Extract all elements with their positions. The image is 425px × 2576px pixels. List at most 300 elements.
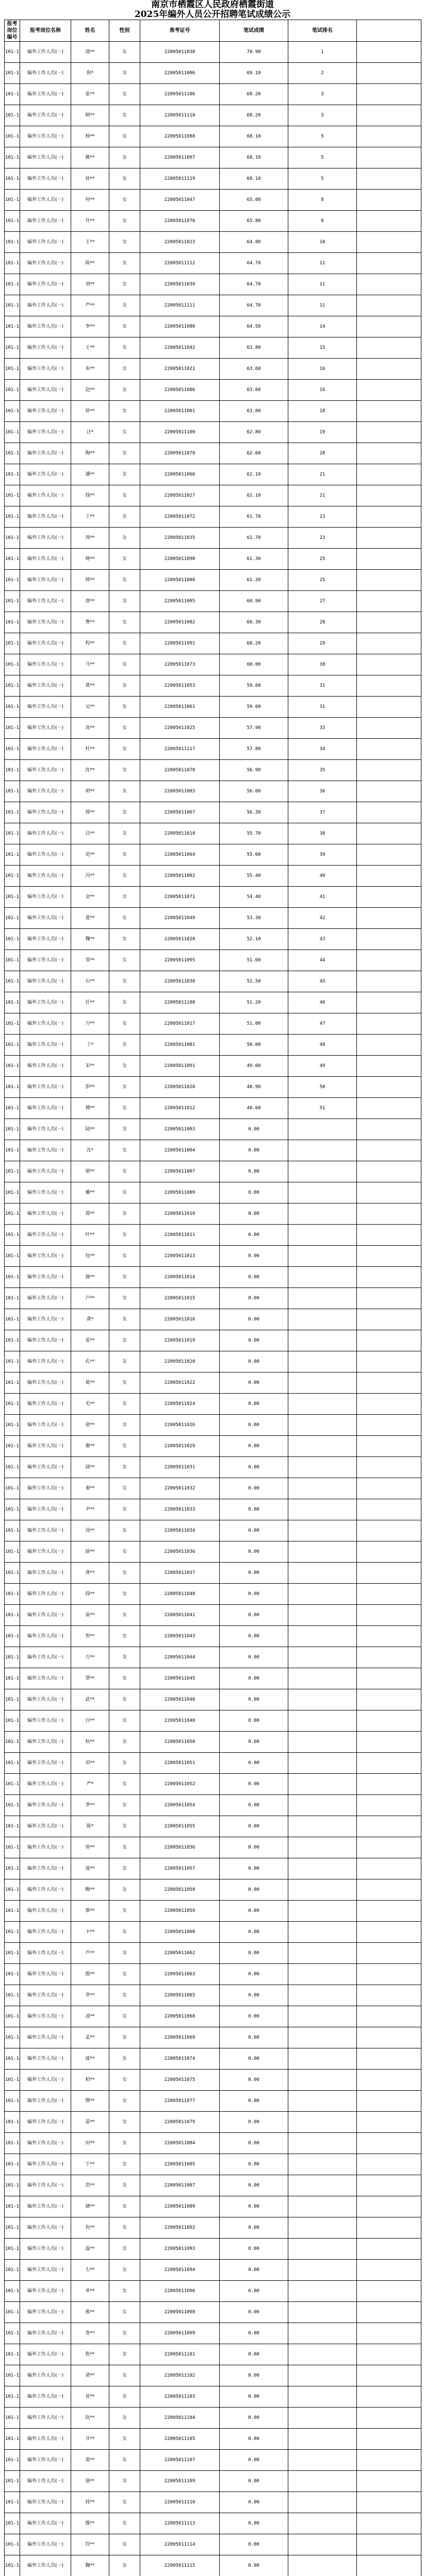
- row-sex: 女: [109, 1140, 140, 1161]
- row-ticket: 22005011006: [140, 63, 220, 84]
- row-name: 任**: [71, 992, 109, 1013]
- row-score: 0.00: [220, 1520, 288, 1541]
- table-row: [5, 2555, 421, 2576]
- row-post-code: 101-1: [5, 2471, 20, 2492]
- row-empty-cell: [357, 464, 421, 485]
- row-name: 姚**: [71, 147, 109, 168]
- row-post-name: 编外工作人员(一): [20, 2196, 71, 2217]
- table-row: [5, 1858, 421, 1879]
- row-empty-cell: [357, 126, 421, 147]
- row-score: 56.60: [220, 781, 288, 802]
- row-rank: [288, 1626, 357, 1647]
- row-score: 55.70: [220, 823, 288, 844]
- row-ticket: 22005011057: [140, 1858, 220, 1879]
- row-post-name: 编外工作人员(一): [20, 2386, 71, 2408]
- row-post-name: 编外工作人员(一): [20, 190, 71, 211]
- row-score: 0.00: [220, 1415, 288, 1436]
- row-name: 钱**: [71, 485, 109, 506]
- row-post-code: 101-1: [5, 654, 20, 675]
- table-row: [5, 2091, 421, 2112]
- row-post-code: 101-1: [5, 1288, 20, 1309]
- title-line-2: 2025年编外人员公开招聘笔试成绩公示: [134, 9, 291, 20]
- row-post-name: 编外工作人员(一): [20, 697, 71, 718]
- row-rank: [288, 1499, 357, 1520]
- row-post-name: 编外工作人员(一): [20, 401, 71, 422]
- row-score: 0.00: [220, 1605, 288, 1626]
- row-name: 滕**: [71, 2513, 109, 2534]
- row-name: 戴**: [71, 1182, 109, 1204]
- row-ticket: 22005011040: [140, 1584, 220, 1605]
- row-name: 叶**: [71, 1225, 109, 1246]
- row-rank: [288, 2555, 357, 2576]
- row-name: 杨**: [71, 126, 109, 147]
- row-sex: 女: [109, 422, 140, 443]
- row-score: 52.10: [220, 929, 288, 950]
- row-ticket: 22005011041: [140, 1605, 220, 1626]
- row-empty-cell: [357, 612, 421, 633]
- row-post-name: 编外工作人员(一): [20, 84, 71, 105]
- row-sex: 女: [109, 823, 140, 844]
- row-score: 70.90: [220, 42, 288, 63]
- row-empty-cell: [357, 1922, 421, 1943]
- row-post-name: 编外工作人员(一): [20, 1204, 71, 1225]
- table-row: [5, 1563, 421, 1584]
- row-ticket: 22005011024: [140, 1394, 220, 1415]
- row-rank: [288, 1394, 357, 1415]
- row-rank: [288, 1267, 357, 1288]
- row-rank: [288, 2492, 357, 2513]
- row-score: 61.30: [220, 570, 288, 591]
- row-ticket: 22005011036: [140, 1541, 220, 1563]
- row-post-code: 101-1: [5, 1351, 20, 1372]
- row-post-name: 编外工作人员(一): [20, 718, 71, 739]
- row-post-code: 101-1: [5, 506, 20, 528]
- row-score: 62.10: [220, 464, 288, 485]
- row-empty-cell: [357, 781, 421, 802]
- row-post-name: 编外工作人员(一): [20, 2048, 71, 2070]
- row-post-name: 编外工作人员(一): [20, 2471, 71, 2492]
- row-empty-cell: [357, 2006, 421, 2027]
- row-sex: 女: [109, 2344, 140, 2365]
- row-rank: 20: [288, 443, 357, 464]
- row-ticket: 22005011014: [140, 1267, 220, 1288]
- row-post-code: 101-1: [5, 675, 20, 697]
- row-post-name: 编外工作人员(一): [20, 1816, 71, 1837]
- table-row: [5, 2154, 421, 2175]
- row-sex: 女: [109, 1605, 140, 1626]
- row-empty-cell: [357, 570, 421, 591]
- row-rank: [288, 1119, 357, 1140]
- row-post-code: 101-1: [5, 1753, 20, 1774]
- row-empty-cell: [357, 422, 421, 443]
- row-post-name: 编外工作人员(一): [20, 908, 71, 929]
- row-rank: [288, 2429, 357, 2450]
- row-score: 59.60: [220, 675, 288, 697]
- row-post-code: 101-1: [5, 1584, 20, 1605]
- row-post-name: 编外工作人员(一): [20, 760, 71, 781]
- row-ticket: 22005011028: [140, 929, 220, 950]
- row-ticket: 22005011004: [140, 1140, 220, 1161]
- row-post-name: 编外工作人员(一): [20, 1119, 71, 1140]
- row-empty-cell: [357, 84, 421, 105]
- row-name: 冯**: [71, 866, 109, 887]
- table-row: [5, 950, 421, 971]
- row-empty-cell: [357, 1605, 421, 1626]
- row-empty-cell: [357, 1879, 421, 1901]
- row-post-code: 101-1: [5, 823, 20, 844]
- table-row: [5, 1035, 421, 1056]
- row-rank: [288, 1225, 357, 1246]
- row-rank: 49: [288, 1056, 357, 1077]
- row-post-code: 101-1: [5, 2112, 20, 2133]
- row-post-code: 101-1: [5, 1964, 20, 1985]
- row-sex: 女: [109, 1647, 140, 1668]
- row-sex: 女: [109, 2429, 140, 2450]
- row-empty-cell: [357, 1246, 421, 1267]
- table-row: [5, 1795, 421, 1816]
- table-row: [5, 485, 421, 506]
- row-score: 0.00: [220, 2070, 288, 2091]
- row-sex: 女: [109, 2471, 140, 2492]
- row-post-name: 编外工作人员(一): [20, 802, 71, 823]
- row-ticket: 22005011098: [140, 2302, 220, 2323]
- row-empty-cell: [357, 633, 421, 654]
- row-rank: 23: [288, 506, 357, 528]
- row-ticket: 22005011008: [140, 570, 220, 591]
- row-name: 田**: [71, 2133, 109, 2154]
- row-name: 焦**: [71, 2344, 109, 2365]
- row-empty-cell: [357, 506, 421, 528]
- row-rank: [288, 1584, 357, 1605]
- row-rank: 27: [288, 591, 357, 612]
- row-name: 魏**: [71, 929, 109, 950]
- row-sex: 女: [109, 274, 140, 295]
- row-post-code: 101-1: [5, 1035, 20, 1056]
- row-score: 0.00: [220, 1985, 288, 2006]
- row-rank: 21: [288, 464, 357, 485]
- row-empty-cell: [357, 1985, 421, 2006]
- row-empty-cell: [357, 1563, 421, 1584]
- table-row: [5, 739, 421, 760]
- row-empty-cell: [357, 2386, 421, 2408]
- row-name: 王**: [71, 232, 109, 253]
- row-name: 施**: [71, 1267, 109, 1288]
- row-rank: [288, 2534, 357, 2555]
- row-empty-cell: [357, 739, 421, 760]
- row-post-code: 101-1: [5, 612, 20, 633]
- row-sex: 女: [109, 2323, 140, 2344]
- table-row: [5, 1204, 421, 1225]
- header-empty: [357, 20, 421, 42]
- row-ticket: 22005011117: [140, 739, 220, 760]
- row-empty-cell: [357, 1795, 421, 1816]
- table-row: [5, 1901, 421, 1922]
- row-score: 60.20: [220, 633, 288, 654]
- row-sex: 女: [109, 992, 140, 1013]
- table-row: [5, 2027, 421, 2048]
- row-ticket: 22005011069: [140, 2027, 220, 2048]
- table-row: [5, 2048, 421, 2070]
- row-post-name: 编外工作人员(一): [20, 2070, 71, 2091]
- row-name: 龚**: [71, 1563, 109, 1584]
- row-post-code: 101-1: [5, 1541, 20, 1563]
- row-post-code: 101-1: [5, 549, 20, 570]
- row-ticket: 22005011013: [140, 1246, 220, 1267]
- row-score: 0.00: [220, 1816, 288, 1837]
- row-score: 0.00: [220, 1584, 288, 1605]
- row-name: 沈**: [71, 760, 109, 781]
- row-name: 王**: [71, 337, 109, 359]
- row-ticket: 22005011009: [140, 1182, 220, 1204]
- row-ticket: 22005011033: [140, 1499, 220, 1520]
- row-ticket: 22005011099: [140, 2323, 220, 2344]
- row-sex: 女: [109, 316, 140, 337]
- row-empty-cell: [357, 1351, 421, 1372]
- row-empty-cell: [357, 1098, 421, 1119]
- row-name: 柏**: [71, 2070, 109, 2091]
- row-ticket: 22005011061: [140, 697, 220, 718]
- row-rank: [288, 1457, 357, 1478]
- row-post-name: 编外工作人员(一): [20, 422, 71, 443]
- row-score: 50.00: [220, 1035, 288, 1056]
- row-empty-cell: [357, 887, 421, 908]
- row-ticket: 22005011067: [140, 802, 220, 823]
- row-name: 查**: [71, 2323, 109, 2344]
- row-score: 65.80: [220, 211, 288, 232]
- row-name: 符**: [71, 2534, 109, 2555]
- row-post-code: 101-1: [5, 126, 20, 147]
- row-sex: 女: [109, 697, 140, 718]
- row-post-code: 101-1: [5, 1077, 20, 1098]
- row-score: 0.00: [220, 1795, 288, 1816]
- row-ticket: 22005011118: [140, 105, 220, 126]
- row-ticket: 22005011055: [140, 1816, 220, 1837]
- row-rank: 11: [288, 253, 357, 274]
- row-post-name: 编外工作人员(一): [20, 1668, 71, 1689]
- table-row: [5, 1647, 421, 1668]
- row-sex: 女: [109, 126, 140, 147]
- row-ticket: 22005011064: [140, 844, 220, 866]
- row-empty-cell: [357, 1309, 421, 1330]
- row-sex: 女: [109, 654, 140, 675]
- row-empty-cell: [357, 591, 421, 612]
- table-row: [5, 2196, 421, 2217]
- table-row: [5, 2302, 421, 2323]
- table-row: [5, 168, 421, 190]
- row-post-name: 编外工作人员(一): [20, 866, 71, 887]
- row-score: 64.70: [220, 295, 288, 316]
- row-score: 0.00: [220, 2492, 288, 2513]
- table-row: [5, 1879, 421, 1901]
- row-ticket: 22005011084: [140, 2133, 220, 2154]
- row-sex: 女: [109, 168, 140, 190]
- table-row: [5, 211, 421, 232]
- row-post-code: 101-1: [5, 1056, 20, 1077]
- table-row: [5, 506, 421, 528]
- row-ticket: 22005011046: [140, 1689, 220, 1710]
- row-sex: 女: [109, 506, 140, 528]
- row-name: 万**: [71, 1647, 109, 1668]
- row-post-name: 编外工作人员(一): [20, 2112, 71, 2133]
- row-post-code: 101-1: [5, 2217, 20, 2239]
- row-ticket: 22005011028: [140, 1077, 220, 1098]
- row-ticket: 22005011095: [140, 950, 220, 971]
- row-empty-cell: [357, 1584, 421, 1605]
- row-sex: 女: [109, 1922, 140, 1943]
- row-post-name: 编外工作人员(一): [20, 1246, 71, 1267]
- table-row: [5, 84, 421, 105]
- row-name: 缪**: [71, 2091, 109, 2112]
- row-post-code: 101-1: [5, 1710, 20, 1732]
- row-ticket: 22005011020: [140, 1351, 220, 1372]
- table-row: [5, 295, 421, 316]
- row-name: 姜**: [71, 1330, 109, 1351]
- row-name: 高**: [71, 718, 109, 739]
- row-post-name: 编外工作人员(一): [20, 992, 71, 1013]
- row-ticket: 22005011119: [140, 168, 220, 190]
- row-name: 梁**: [71, 1161, 109, 1182]
- row-ticket: 22005011094: [140, 2260, 220, 2281]
- row-post-code: 101-1: [5, 105, 20, 126]
- row-score: 0.00: [220, 2091, 288, 2112]
- row-sex: 女: [109, 2239, 140, 2260]
- row-post-code: 101-1: [5, 1478, 20, 1499]
- table-row: [5, 2450, 421, 2471]
- row-score: 57.80: [220, 739, 288, 760]
- row-sex: 女: [109, 1119, 140, 1140]
- row-rank: 33: [288, 718, 357, 739]
- row-empty-cell: [357, 528, 421, 549]
- row-name: 孟**: [71, 2027, 109, 2048]
- row-post-code: 101-1: [5, 760, 20, 781]
- row-post-code: 101-1: [5, 2133, 20, 2154]
- row-name: 谢**: [71, 1436, 109, 1457]
- row-empty-cell: [357, 1753, 421, 1774]
- row-post-code: 101-1: [5, 718, 20, 739]
- table-row: [5, 63, 421, 84]
- table-row: [5, 1689, 421, 1710]
- row-post-name: 编外工作人员(一): [20, 147, 71, 168]
- row-empty-cell: [357, 63, 421, 84]
- row-ticket: 22005011112: [140, 253, 220, 274]
- row-post-name: 编外工作人员(一): [20, 1985, 71, 2006]
- row-rank: [288, 1309, 357, 1330]
- row-rank: 34: [288, 739, 357, 760]
- row-sex: 女: [109, 1478, 140, 1499]
- row-ticket: 22005011072: [140, 506, 220, 528]
- row-name: 温**: [71, 2239, 109, 2260]
- row-post-name: 编外工作人员(一): [20, 63, 71, 84]
- row-rank: 3: [288, 105, 357, 126]
- row-name: 朱**: [71, 359, 109, 380]
- row-empty-cell: [357, 1964, 421, 1985]
- row-name: 许**: [71, 211, 109, 232]
- row-ticket: 22005011078: [140, 443, 220, 464]
- row-post-name: 编外工作人员(一): [20, 253, 71, 274]
- row-sex: 女: [109, 190, 140, 211]
- row-post-code: 101-1: [5, 2006, 20, 2027]
- row-sex: 女: [109, 1774, 140, 1795]
- row-score: 0.00: [220, 1901, 288, 1922]
- row-sex: 女: [109, 2175, 140, 2196]
- table-row: [5, 781, 421, 802]
- row-post-name: 编外工作人员(一): [20, 2175, 71, 2196]
- row-post-name: 编外工作人员(一): [20, 1077, 71, 1098]
- row-post-name: 编外工作人员(一): [20, 2006, 71, 2027]
- header-post-code: 报考岗位编号: [5, 20, 20, 42]
- row-post-code: 101-1: [5, 464, 20, 485]
- row-score: 0.00: [220, 1668, 288, 1689]
- row-sex: 女: [109, 2450, 140, 2471]
- row-name: 何**: [71, 190, 109, 211]
- row-post-code: 101-1: [5, 190, 20, 211]
- table-row: [5, 1372, 421, 1394]
- table-row: [5, 2429, 421, 2450]
- row-empty-cell: [357, 2091, 421, 2112]
- row-post-name: 编外工作人员(一): [20, 1499, 71, 1520]
- row-rank: [288, 1858, 357, 1879]
- table-row: [5, 2534, 421, 2555]
- row-empty-cell: [357, 1225, 421, 1246]
- row-rank: [288, 1140, 357, 1161]
- row-sex: 女: [109, 1267, 140, 1288]
- row-score: 51.60: [220, 950, 288, 971]
- row-post-code: 101-1: [5, 1858, 20, 1879]
- row-post-code: 101-1: [5, 1098, 20, 1119]
- header-sex: 性别: [109, 20, 140, 42]
- row-ticket: 22005011109: [140, 2471, 220, 2492]
- row-post-name: 编外工作人员(一): [20, 2344, 71, 2365]
- row-post-name: 编外工作人员(一): [20, 168, 71, 190]
- table-row: [5, 2070, 421, 2091]
- row-empty-cell: [357, 1901, 421, 1922]
- row-sex: 女: [109, 950, 140, 971]
- row-empty-cell: [357, 1647, 421, 1668]
- row-empty-cell: [357, 316, 421, 337]
- row-sex: 女: [109, 591, 140, 612]
- row-post-name: 编外工作人员(一): [20, 1035, 71, 1056]
- row-score: 63.80: [220, 337, 288, 359]
- row-post-name: 编外工作人员(一): [20, 1774, 71, 1795]
- row-score: 63.60: [220, 380, 288, 401]
- row-ticket: 22005011089: [140, 2196, 220, 2217]
- row-sex: 女: [109, 570, 140, 591]
- row-ticket: 22005011017: [140, 1013, 220, 1035]
- row-sex: 女: [109, 1330, 140, 1351]
- row-empty-cell: [357, 2365, 421, 2386]
- row-rank: [288, 2196, 357, 2217]
- row-post-name: 编外工作人员(一): [20, 443, 71, 464]
- row-sex: 女: [109, 147, 140, 168]
- row-post-name: 编外工作人员(一): [20, 1351, 71, 1372]
- row-score: 0.00: [220, 1288, 288, 1309]
- row-ticket: 22005011029: [140, 1436, 220, 1457]
- row-empty-cell: [357, 1457, 421, 1478]
- row-score: 0.00: [220, 2534, 288, 2555]
- row-score: 0.00: [220, 2450, 288, 2471]
- row-rank: 47: [288, 1013, 357, 1035]
- row-post-name: 编外工作人员(一): [20, 570, 71, 591]
- row-ticket: 22005011044: [140, 1647, 220, 1668]
- row-ticket: 22005011091: [140, 1056, 220, 1077]
- row-empty-cell: [357, 2429, 421, 2450]
- row-empty-cell: [357, 1732, 421, 1753]
- row-post-code: 101-1: [5, 2091, 20, 2112]
- row-post-code: 101-1: [5, 697, 20, 718]
- row-score: 0.00: [220, 1372, 288, 1394]
- row-post-code: 101-1: [5, 295, 20, 316]
- row-name: 程**: [71, 633, 109, 654]
